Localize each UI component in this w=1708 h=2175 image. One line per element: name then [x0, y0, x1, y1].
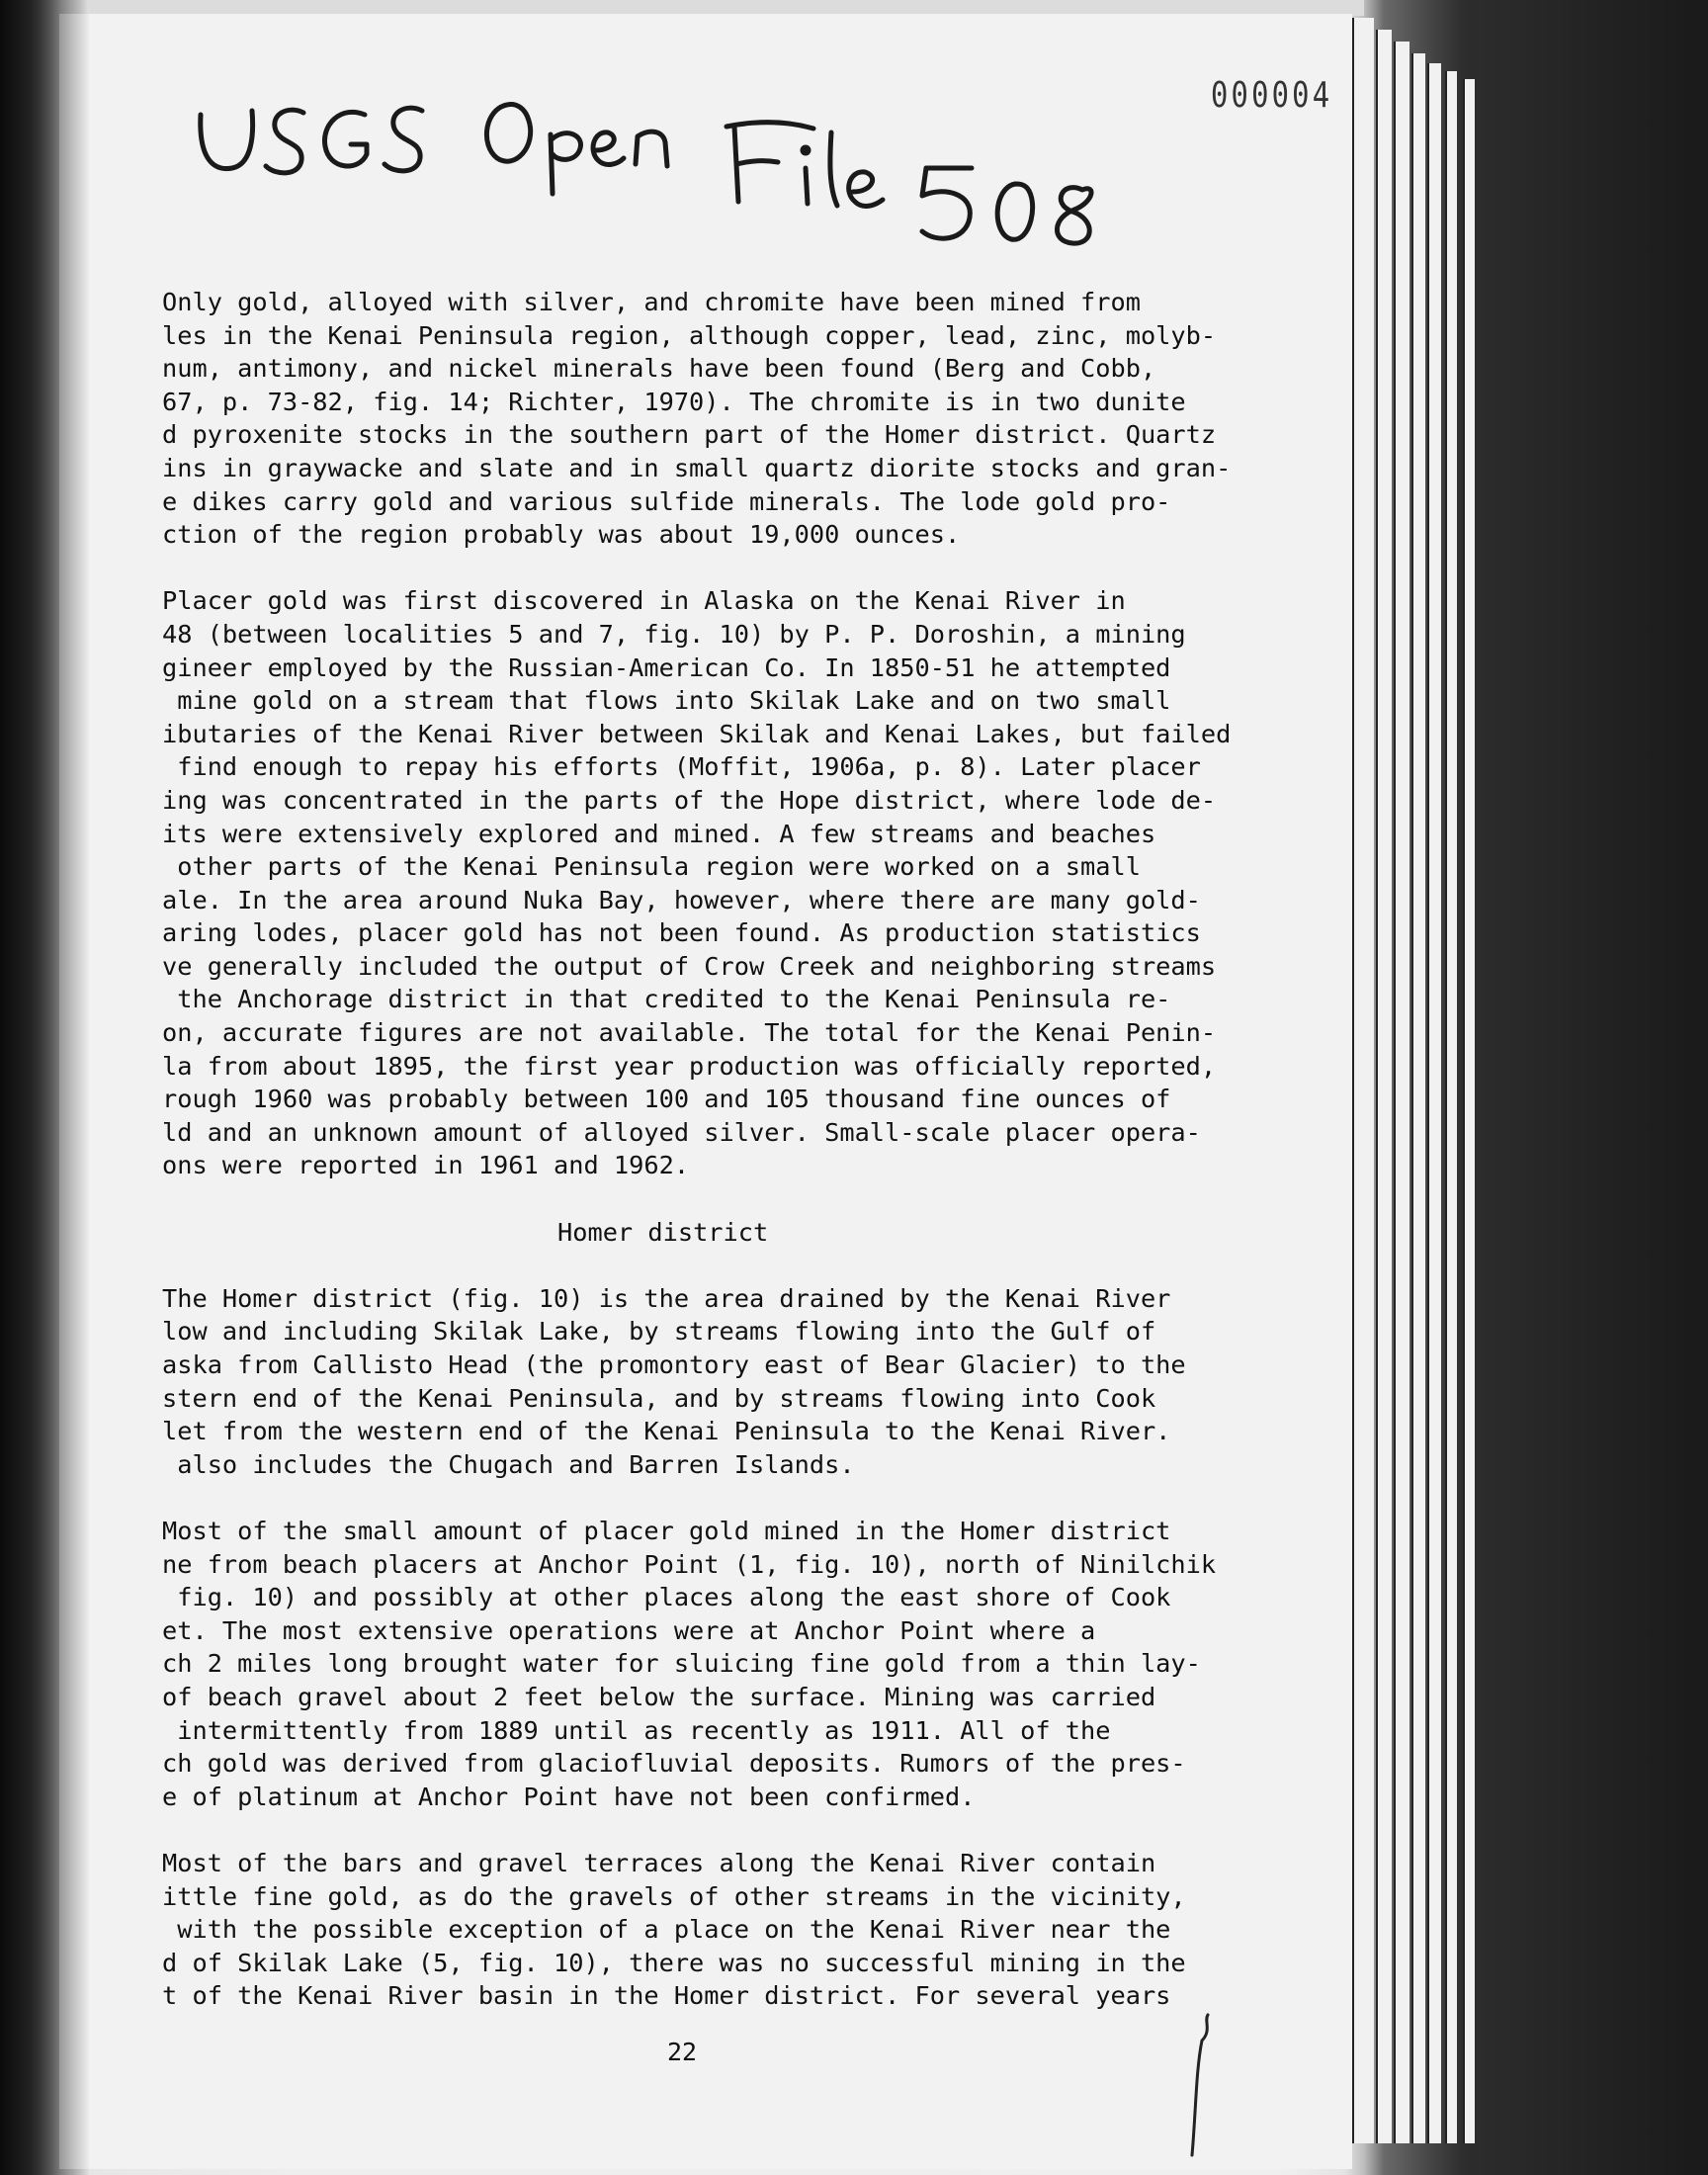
page-edge [1394, 42, 1409, 2143]
page-edge [1376, 30, 1392, 2143]
body-text [162, 286, 1259, 2045]
page-edge [1445, 71, 1457, 2143]
document-page [59, 14, 1352, 2169]
paragraph-lode-minerals: Only gold, alloyed with silver, and chromite have been mined from les in the Kenai Peninsula region, although copper, lead, zinc, molyb- num, antimony, and nickel minerals have been found (Berg and Cobb, 67, p. 73-82, fig. 14; Richter, 1970). The chromite is in two dunite d pyroxenite stocks in the southern part of the Homer district. Quartz ins in graywacke and slate and in small quartz diorite stocks and gran- e dikes carry gold and various sulfide minerals. The lode gold pro- ction of the region probably was about 19,000 ounces. [162, 288, 1232, 550]
page-number: 22 [667, 2038, 698, 2066]
paragraph-homer-district: The Homer district (fig. 10) is the area drained by the Kenai River low and including Skilak Lake, by streams flowing into the Gulf of aska from Callisto Head (the promontory east of Bear Glacier) to the stern end of the Kenai Peninsula, and by streams flowing into Cook let from the western end of the Kenai Peninsula to the Kenai River. also includes the Chugach and Barren Islands. [162, 1283, 1186, 1479]
document-number: 000004 [1211, 75, 1333, 116]
page-edge [1427, 63, 1441, 2143]
page-edge [1352, 18, 1374, 2143]
pen-stroke-mark [1186, 2011, 1216, 2159]
paragraph-beach-placers: Most of the small amount of placer gold mined in the Homer district ne from beach placers at Anchor Point (1, fig. 10), north of Ninilchik fig. 10) and possibly at other places along the east shore of Cook et. The most extensive operations were at Anchor Point where a ch 2 miles long brought water for sluicing fine gold from a thin lay- of beach gravel about 2 feet below the surface. Mining was carried intermittently from 1889 until as recently as 1911. All of the ch gold was derived from glaciofluvial deposits. Rumors of the pres- e of platinum at Anchor Point have not been confirmed. [162, 1516, 1217, 1811]
section-heading: Homer district [557, 1217, 769, 1247]
stacked-page-edges [1352, 18, 1510, 2143]
page-edge [1463, 79, 1475, 2143]
paragraph-kenai-river: Most of the bars and gravel terraces along the Kenai River contain ittle fine gold, as do the gravels of other streams in the vicinity, with the possible exception of a place on the Kenai River near the d of Skilak Lake (5, fig. 10), there was no successful mining in the t of the Kenai River basin in the Homer district. For several years [162, 1848, 1186, 2011]
handwritten-annotation [193, 85, 1240, 253]
page-edge [1411, 53, 1425, 2143]
paragraph-placer-history: Placer gold was first discovered in Alaska on the Kenai River in 48 (between localities 5 and 7, fig. 10) by P. P. Doroshin, a mining gineer employed by the Russian-American Co. In 1850-51 he attempted mine gold on a stream that flows into Skilak Lake and on two small ibutaries of the Kenai River between Skilak and Kenai Lakes, but failed find enough to repay his efforts (Moffit, 1906a, p. 8). Later placer ing was concentrated in the parts of the Hope district, where lode de- its were extensively explored and mined. A few streams and beaches other parts of the Kenai Peninsula region were worked on a small ale. In the area around Nuka Bay, however, where there are many gold- aring lodes, placer gold has not been found. As production statistics ve generally included the output of Crow Creek and neighboring streams the Anchorage district in that credited to the Kenai Peninsula re- on, accurate figures are not available. The total for the Kenai Penin- la from about 1895, the first year production was officially reported, rough 1960 was probably between 100 and 105 thousand fine ounces of ld and an unknown amount of alloyed silver. Small-scale placer opera- ons were reported in 1961 and 1962. [162, 586, 1232, 1180]
